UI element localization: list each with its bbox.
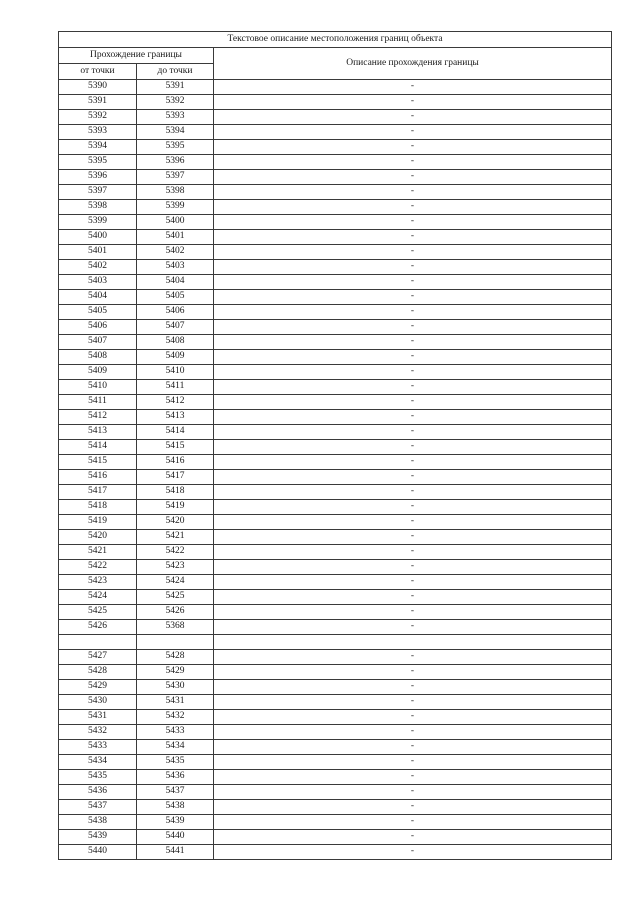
from-point-cell: 5404	[59, 290, 137, 305]
table-row	[59, 410, 612, 425]
description-cell: -	[214, 95, 612, 110]
description-cell: -	[214, 560, 612, 575]
to-point-cell: 5416	[137, 455, 214, 470]
table-row	[59, 215, 612, 230]
to-point-cell: 5405	[137, 290, 214, 305]
to-point-cell: 5426	[137, 605, 214, 620]
to-point-cell: 5406	[137, 305, 214, 320]
description-cell: -	[214, 230, 612, 245]
to-point-cell: 5411	[137, 380, 214, 395]
from-point-cell: 5424	[59, 590, 137, 605]
to-point-cell: 5400	[137, 215, 214, 230]
description-cell: -	[214, 275, 612, 290]
from-point-cell: 5439	[59, 830, 137, 845]
table-row	[59, 530, 612, 545]
description-cell: -	[214, 515, 612, 530]
table-row	[59, 245, 612, 260]
to-point-cell: 5410	[137, 365, 214, 380]
table-row	[59, 350, 612, 365]
from-point-cell: 5395	[59, 155, 137, 170]
from-point-cell: 5430	[59, 695, 137, 710]
table-row	[59, 290, 612, 305]
to-point-cell: 5419	[137, 500, 214, 515]
table-row	[59, 395, 612, 410]
from-point-cell: 5414	[59, 440, 137, 455]
from-point-cell: 5434	[59, 755, 137, 770]
table-row	[59, 770, 612, 785]
to-point-cell: 5368	[137, 620, 214, 635]
to-point-cell: 5422	[137, 545, 214, 560]
from-point-cell: 5399	[59, 215, 137, 230]
table-row	[59, 635, 612, 650]
from-point-cell: 5436	[59, 785, 137, 800]
from-point-cell: 5390	[59, 80, 137, 95]
table-row	[59, 155, 612, 170]
to-point-cell: 5429	[137, 665, 214, 680]
table-row	[59, 725, 612, 740]
description-cell: -	[214, 170, 612, 185]
description-cell: -	[214, 185, 612, 200]
from-point-cell: 5428	[59, 665, 137, 680]
table-row	[59, 440, 612, 455]
description-cell: -	[214, 470, 612, 485]
description-cell: -	[214, 320, 612, 335]
description-cell: -	[214, 425, 612, 440]
description-cell: -	[214, 755, 612, 770]
to-point-cell	[137, 635, 214, 650]
to-point-cell: 5402	[137, 245, 214, 260]
to-point-cell: 5392	[137, 95, 214, 110]
from-point-cell: 5398	[59, 200, 137, 215]
from-point-cell: 5402	[59, 260, 137, 275]
to-point-cell: 5396	[137, 155, 214, 170]
description-cell: -	[214, 410, 612, 425]
description-cell: -	[214, 500, 612, 515]
table-row	[59, 605, 612, 620]
description-cell: -	[214, 605, 612, 620]
table-row	[59, 185, 612, 200]
description-cell: -	[214, 80, 612, 95]
table-row	[59, 785, 612, 800]
to-point-cell: 5432	[137, 710, 214, 725]
description-cell: -	[214, 215, 612, 230]
from-point-cell: 5421	[59, 545, 137, 560]
description-cell: -	[214, 770, 612, 785]
table-row	[59, 650, 612, 665]
description-cell: -	[214, 440, 612, 455]
to-point-cell: 5415	[137, 440, 214, 455]
boundary-passage-header: Прохождение границы	[59, 48, 214, 64]
from-point-cell: 5391	[59, 95, 137, 110]
from-point-cell: 5400	[59, 230, 137, 245]
description-cell: -	[214, 485, 612, 500]
description-cell: -	[214, 335, 612, 350]
from-point-cell: 5407	[59, 335, 137, 350]
description-cell: -	[214, 710, 612, 725]
to-point-cell: 5398	[137, 185, 214, 200]
description-cell: -	[214, 590, 612, 605]
description-cell: -	[214, 260, 612, 275]
table-row	[59, 560, 612, 575]
table-row	[59, 455, 612, 470]
to-point-cell: 5439	[137, 815, 214, 830]
description-cell: -	[214, 695, 612, 710]
from-point-cell: 5417	[59, 485, 137, 500]
from-point-cell: 5416	[59, 470, 137, 485]
to-point-cell: 5409	[137, 350, 214, 365]
description-cell: -	[214, 650, 612, 665]
table-row	[59, 710, 612, 725]
table-row	[59, 260, 612, 275]
from-point-cell: 5409	[59, 365, 137, 380]
description-cell: -	[214, 785, 612, 800]
to-point-cell: 5391	[137, 80, 214, 95]
from-point-cell: 5406	[59, 320, 137, 335]
table-row	[59, 125, 612, 140]
description-cell: -	[214, 830, 612, 845]
description-cell: -	[214, 140, 612, 155]
description-cell: -	[214, 740, 612, 755]
table-row	[59, 500, 612, 515]
to-point-cell: 5395	[137, 140, 214, 155]
from-point-cell: 5440	[59, 845, 137, 860]
description-cell: -	[214, 110, 612, 125]
from-point-cell: 5401	[59, 245, 137, 260]
from-point-cell: 5392	[59, 110, 137, 125]
to-point-cell: 5421	[137, 530, 214, 545]
to-point-cell: 5397	[137, 170, 214, 185]
table-row	[59, 335, 612, 350]
description-cell: -	[214, 200, 612, 215]
table-row	[59, 695, 612, 710]
description-column-header: Описание прохождения границы	[214, 48, 612, 80]
to-point-cell: 5399	[137, 200, 214, 215]
description-cell: -	[214, 380, 612, 395]
from-point-cell: 5418	[59, 500, 137, 515]
table-body	[59, 80, 612, 860]
from-point-cell: 5411	[59, 395, 137, 410]
description-cell: -	[214, 665, 612, 680]
from-point-cell: 5429	[59, 680, 137, 695]
description-cell: -	[214, 815, 612, 830]
to-point-cell: 5440	[137, 830, 214, 845]
description-cell: -	[214, 545, 612, 560]
table-row	[59, 800, 612, 815]
description-cell: -	[214, 455, 612, 470]
table-row	[59, 680, 612, 695]
description-cell: -	[214, 125, 612, 140]
table-row	[59, 740, 612, 755]
from-point-cell	[59, 635, 137, 650]
table-row	[59, 140, 612, 155]
from-point-cell: 5423	[59, 575, 137, 590]
description-cell: -	[214, 725, 612, 740]
from-point-cell: 5438	[59, 815, 137, 830]
to-point-column-header: до точки	[137, 64, 214, 80]
from-point-cell: 5422	[59, 560, 137, 575]
description-cell: -	[214, 155, 612, 170]
from-point-cell: 5413	[59, 425, 137, 440]
to-point-cell: 5393	[137, 110, 214, 125]
from-point-cell: 5405	[59, 305, 137, 320]
table-row	[59, 320, 612, 335]
from-point-cell: 5396	[59, 170, 137, 185]
from-point-cell: 5426	[59, 620, 137, 635]
table-row	[59, 380, 612, 395]
from-point-cell: 5431	[59, 710, 137, 725]
table-row	[59, 485, 612, 500]
table-row	[59, 620, 612, 635]
description-cell: -	[214, 245, 612, 260]
description-cell	[214, 635, 612, 650]
to-point-cell: 5431	[137, 695, 214, 710]
from-point-cell: 5425	[59, 605, 137, 620]
to-point-cell: 5417	[137, 470, 214, 485]
table-row	[59, 515, 612, 530]
description-cell: -	[214, 530, 612, 545]
table-row	[59, 575, 612, 590]
from-point-column-header: от точки	[59, 64, 137, 80]
to-point-cell: 5418	[137, 485, 214, 500]
to-point-cell: 5437	[137, 785, 214, 800]
description-cell: -	[214, 305, 612, 320]
from-point-cell: 5412	[59, 410, 137, 425]
to-point-cell: 5436	[137, 770, 214, 785]
to-point-cell: 5412	[137, 395, 214, 410]
table-row	[59, 365, 612, 380]
from-point-cell: 5427	[59, 650, 137, 665]
to-point-cell: 5428	[137, 650, 214, 665]
table-row	[59, 230, 612, 245]
from-point-cell: 5432	[59, 725, 137, 740]
description-cell: -	[214, 680, 612, 695]
from-point-cell: 5415	[59, 455, 137, 470]
from-point-cell: 5397	[59, 185, 137, 200]
to-point-cell: 5433	[137, 725, 214, 740]
description-cell: -	[214, 395, 612, 410]
table-row	[59, 200, 612, 215]
to-point-cell: 5413	[137, 410, 214, 425]
to-point-cell: 5414	[137, 425, 214, 440]
table-row	[59, 665, 612, 680]
table-row	[59, 275, 612, 290]
description-cell: -	[214, 290, 612, 305]
to-point-cell: 5420	[137, 515, 214, 530]
table-row	[59, 80, 612, 95]
to-point-cell: 5438	[137, 800, 214, 815]
table-title: Текстовое описание местоположения границ объекта	[59, 32, 612, 48]
description-cell: -	[214, 575, 612, 590]
to-point-cell: 5401	[137, 230, 214, 245]
table-row	[59, 170, 612, 185]
table-row	[59, 95, 612, 110]
from-point-cell: 5420	[59, 530, 137, 545]
description-cell: -	[214, 800, 612, 815]
from-point-cell: 5433	[59, 740, 137, 755]
from-point-cell: 5419	[59, 515, 137, 530]
to-point-cell: 5423	[137, 560, 214, 575]
to-point-cell: 5404	[137, 275, 214, 290]
to-point-cell: 5441	[137, 845, 214, 860]
to-point-cell: 5430	[137, 680, 214, 695]
description-cell: -	[214, 350, 612, 365]
table-row	[59, 110, 612, 125]
from-point-cell: 5437	[59, 800, 137, 815]
table-row	[59, 815, 612, 830]
to-point-cell: 5407	[137, 320, 214, 335]
to-point-cell: 5425	[137, 590, 214, 605]
to-point-cell: 5424	[137, 575, 214, 590]
table-row	[59, 755, 612, 770]
to-point-cell: 5408	[137, 335, 214, 350]
table-row	[59, 590, 612, 605]
from-point-cell: 5408	[59, 350, 137, 365]
to-point-cell: 5403	[137, 260, 214, 275]
boundary-description-table	[58, 31, 612, 860]
table-row	[59, 845, 612, 860]
from-point-cell: 5410	[59, 380, 137, 395]
from-point-cell: 5435	[59, 770, 137, 785]
table-row	[59, 470, 612, 485]
to-point-cell: 5435	[137, 755, 214, 770]
from-point-cell: 5393	[59, 125, 137, 140]
table-row	[59, 305, 612, 320]
from-point-cell: 5403	[59, 275, 137, 290]
to-point-cell: 5394	[137, 125, 214, 140]
description-cell: -	[214, 620, 612, 635]
from-point-cell: 5394	[59, 140, 137, 155]
table-row	[59, 425, 612, 440]
description-cell: -	[214, 365, 612, 380]
description-cell: -	[214, 845, 612, 860]
table-row	[59, 545, 612, 560]
table-row	[59, 830, 612, 845]
to-point-cell: 5434	[137, 740, 214, 755]
